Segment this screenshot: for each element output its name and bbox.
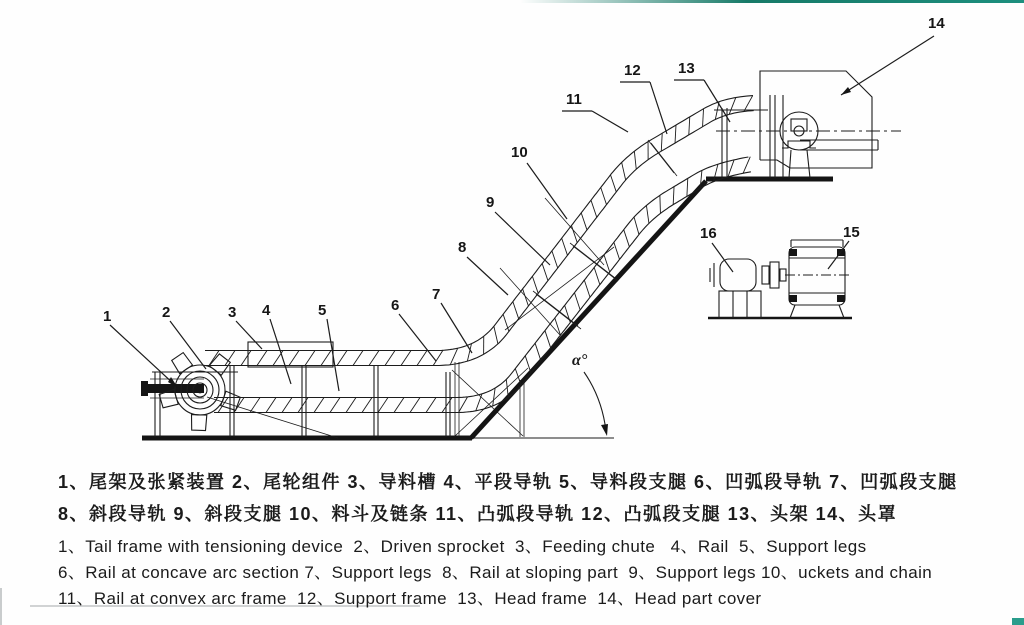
legend-cn-line2: 8、斜段导轨 9、斜段支腿 10、料斗及链条 11、凸弧段导轨 12、凸弧段支腿 13、头架 14、头罩 bbox=[58, 504, 898, 524]
part-label-1: 1 bbox=[103, 308, 112, 325]
part-label-10: 10 bbox=[511, 144, 528, 161]
drive-unit bbox=[708, 240, 852, 318]
conveyor-bands bbox=[205, 96, 754, 413]
scan-edge-top bbox=[520, 0, 1024, 3]
part-label-11: 11 bbox=[566, 91, 582, 108]
drive-drum bbox=[785, 240, 852, 318]
part-label-16: 16 bbox=[700, 225, 717, 242]
part-label-13: 13 bbox=[678, 60, 695, 77]
scan-edge-left bbox=[0, 588, 2, 625]
support-legs-flat bbox=[302, 366, 450, 437]
motor bbox=[710, 259, 786, 318]
part-label-8: 8 bbox=[458, 239, 467, 256]
part-label-14: 14 bbox=[928, 15, 945, 32]
legend-en-line2: 6、Rail at concave arc section 7、Support legs 8、Rail at sloping part 9、Support legs 10、uckets and chain bbox=[58, 563, 933, 582]
part-label-7: 7 bbox=[432, 286, 441, 303]
legend-en-line3: 11、Rail at convex arc frame 12、Support frame 13、Head frame 14、Head part cover bbox=[58, 589, 762, 608]
part-label-15: 15 bbox=[843, 224, 860, 241]
part-label-3: 3 bbox=[228, 304, 237, 321]
part-label-12: 12 bbox=[624, 62, 641, 79]
part-label-9: 9 bbox=[486, 194, 495, 211]
part-label-5: 5 bbox=[318, 302, 327, 319]
part-label-4: 4 bbox=[262, 302, 271, 319]
head-sprocket bbox=[716, 112, 901, 178]
head-section bbox=[706, 71, 901, 179]
scan-corner-mark bbox=[1012, 618, 1024, 625]
head-frame bbox=[714, 95, 783, 178]
part-label-2: 2 bbox=[162, 304, 171, 321]
legend-en-line1: 1、Tail frame with tensioning device 2、Driven sprocket 3、Feeding chute 4、Rail 5、Support legs bbox=[58, 537, 867, 556]
incline-angle-label: α° bbox=[572, 352, 588, 369]
legend-cn-line1: 1、尾架及张紧装置 2、尾轮组件 3、导料槽 4、平段导轨 5、导料段支腿 6、凹弧段导轨 7、凹弧段支腿 bbox=[58, 472, 958, 492]
incline-angle bbox=[584, 372, 608, 436]
slope-truss bbox=[471, 140, 706, 438]
part-label-6: 6 bbox=[391, 297, 400, 314]
leader-lines bbox=[110, 36, 934, 391]
